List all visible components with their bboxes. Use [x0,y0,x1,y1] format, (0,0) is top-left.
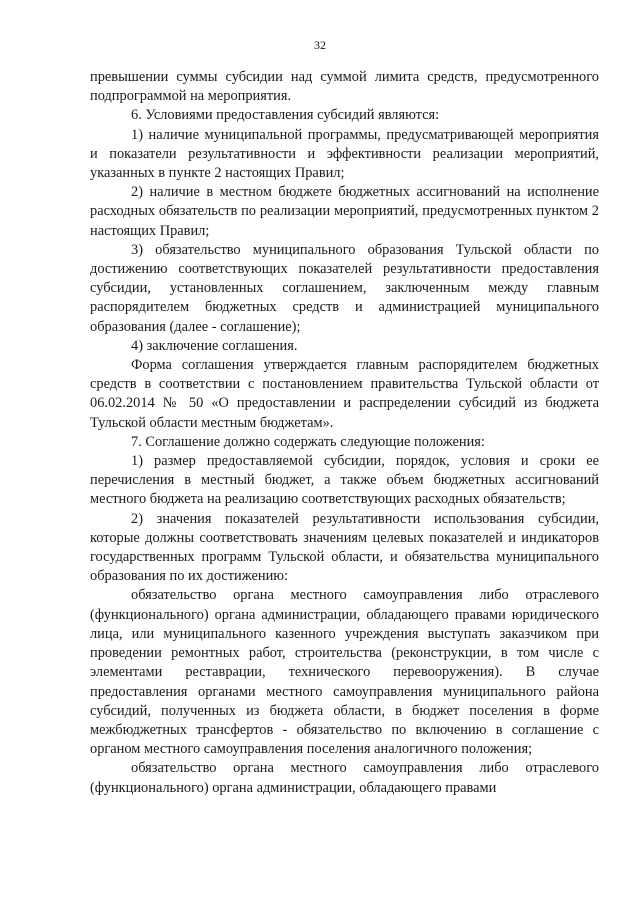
document-body [90,68,599,798]
paragraph: 1) размер предоставляемой субсидии, порядок, условия и сроки ее перечисления в местный бюджет, а также объем бюджетных ассигнований местного бюджета на реализацию соответствующих расходных обязательств; [90,453,599,508]
paragraph: обязательство органа местного самоуправления либо отраслевого (функционального) органа администрации, обладающего правами юридического лица, или муниципального казенного учреждения выступать заказчиком при проведении ремонтных работ, строительства (реконструкции, в том числе с элементами реставрации, технического перевооружения). В случае предоставления органами местного самоуправления муниципального района субсидий, полученных из бюджета области, в бюджет поселения в форме межбюджетных трансфертов - обязательство по включению в соглашение с органом местного самоуправления поселения аналогичного положения; [90,587,599,758]
paragraph: 2) значения показателей результативности использования субсидии, которые должны соответствовать значениям целевых показателей и индикаторов государственных программ Тульской области, и обязательства муниципального образования по их достижению: [90,510,599,585]
paragraph: превышении суммы субсидии над суммой лимита средств, предусмотренного подпрограммой на мероприятия. [90,69,599,105]
paragraph: 4) заключение соглашения. [131,337,298,354]
paragraph: 7. Соглашение должно содержать следующие положения: [131,433,485,450]
paragraph: 1) наличие муниципальной программы, предусматривающей мероприятия и показатели результативности и эффективности реализации мероприятий, указанных в пункте 2 настоящих Правил; [90,126,599,182]
paragraph: Форма соглашения утверждается главным распорядителем бюджетных средств в соответствии с постановлением правительства Тульской области от 06.02.2014 № 50 «О предоставлении и распределении субсидий из бюджета Тульской области местным бюджетам». [90,357,599,431]
paragraph: 3) обязательство муниципального образования Тульской области по достижению соответствующих показателей результативности предоставления субсидии, установленных соглашением, заключенным между главным распорядителем бюджетных средств и администрацией муниципального образования (далее - соглашение); [90,241,599,335]
page-number: 32 [314,38,326,52]
paragraph: 6. Условиями предоставления субсидий являются: [131,107,440,124]
paragraph: 2) наличие в местном бюджете бюджетных ассигнований на исполнение расходных обязательств по реализации мероприятий, предусмотренных пунктом 2 настоящих Правил; [90,184,599,239]
paragraph: обязательство органа местного самоуправления либо отраслевого (функционального) органа администрации, обладающего правами [90,760,599,796]
